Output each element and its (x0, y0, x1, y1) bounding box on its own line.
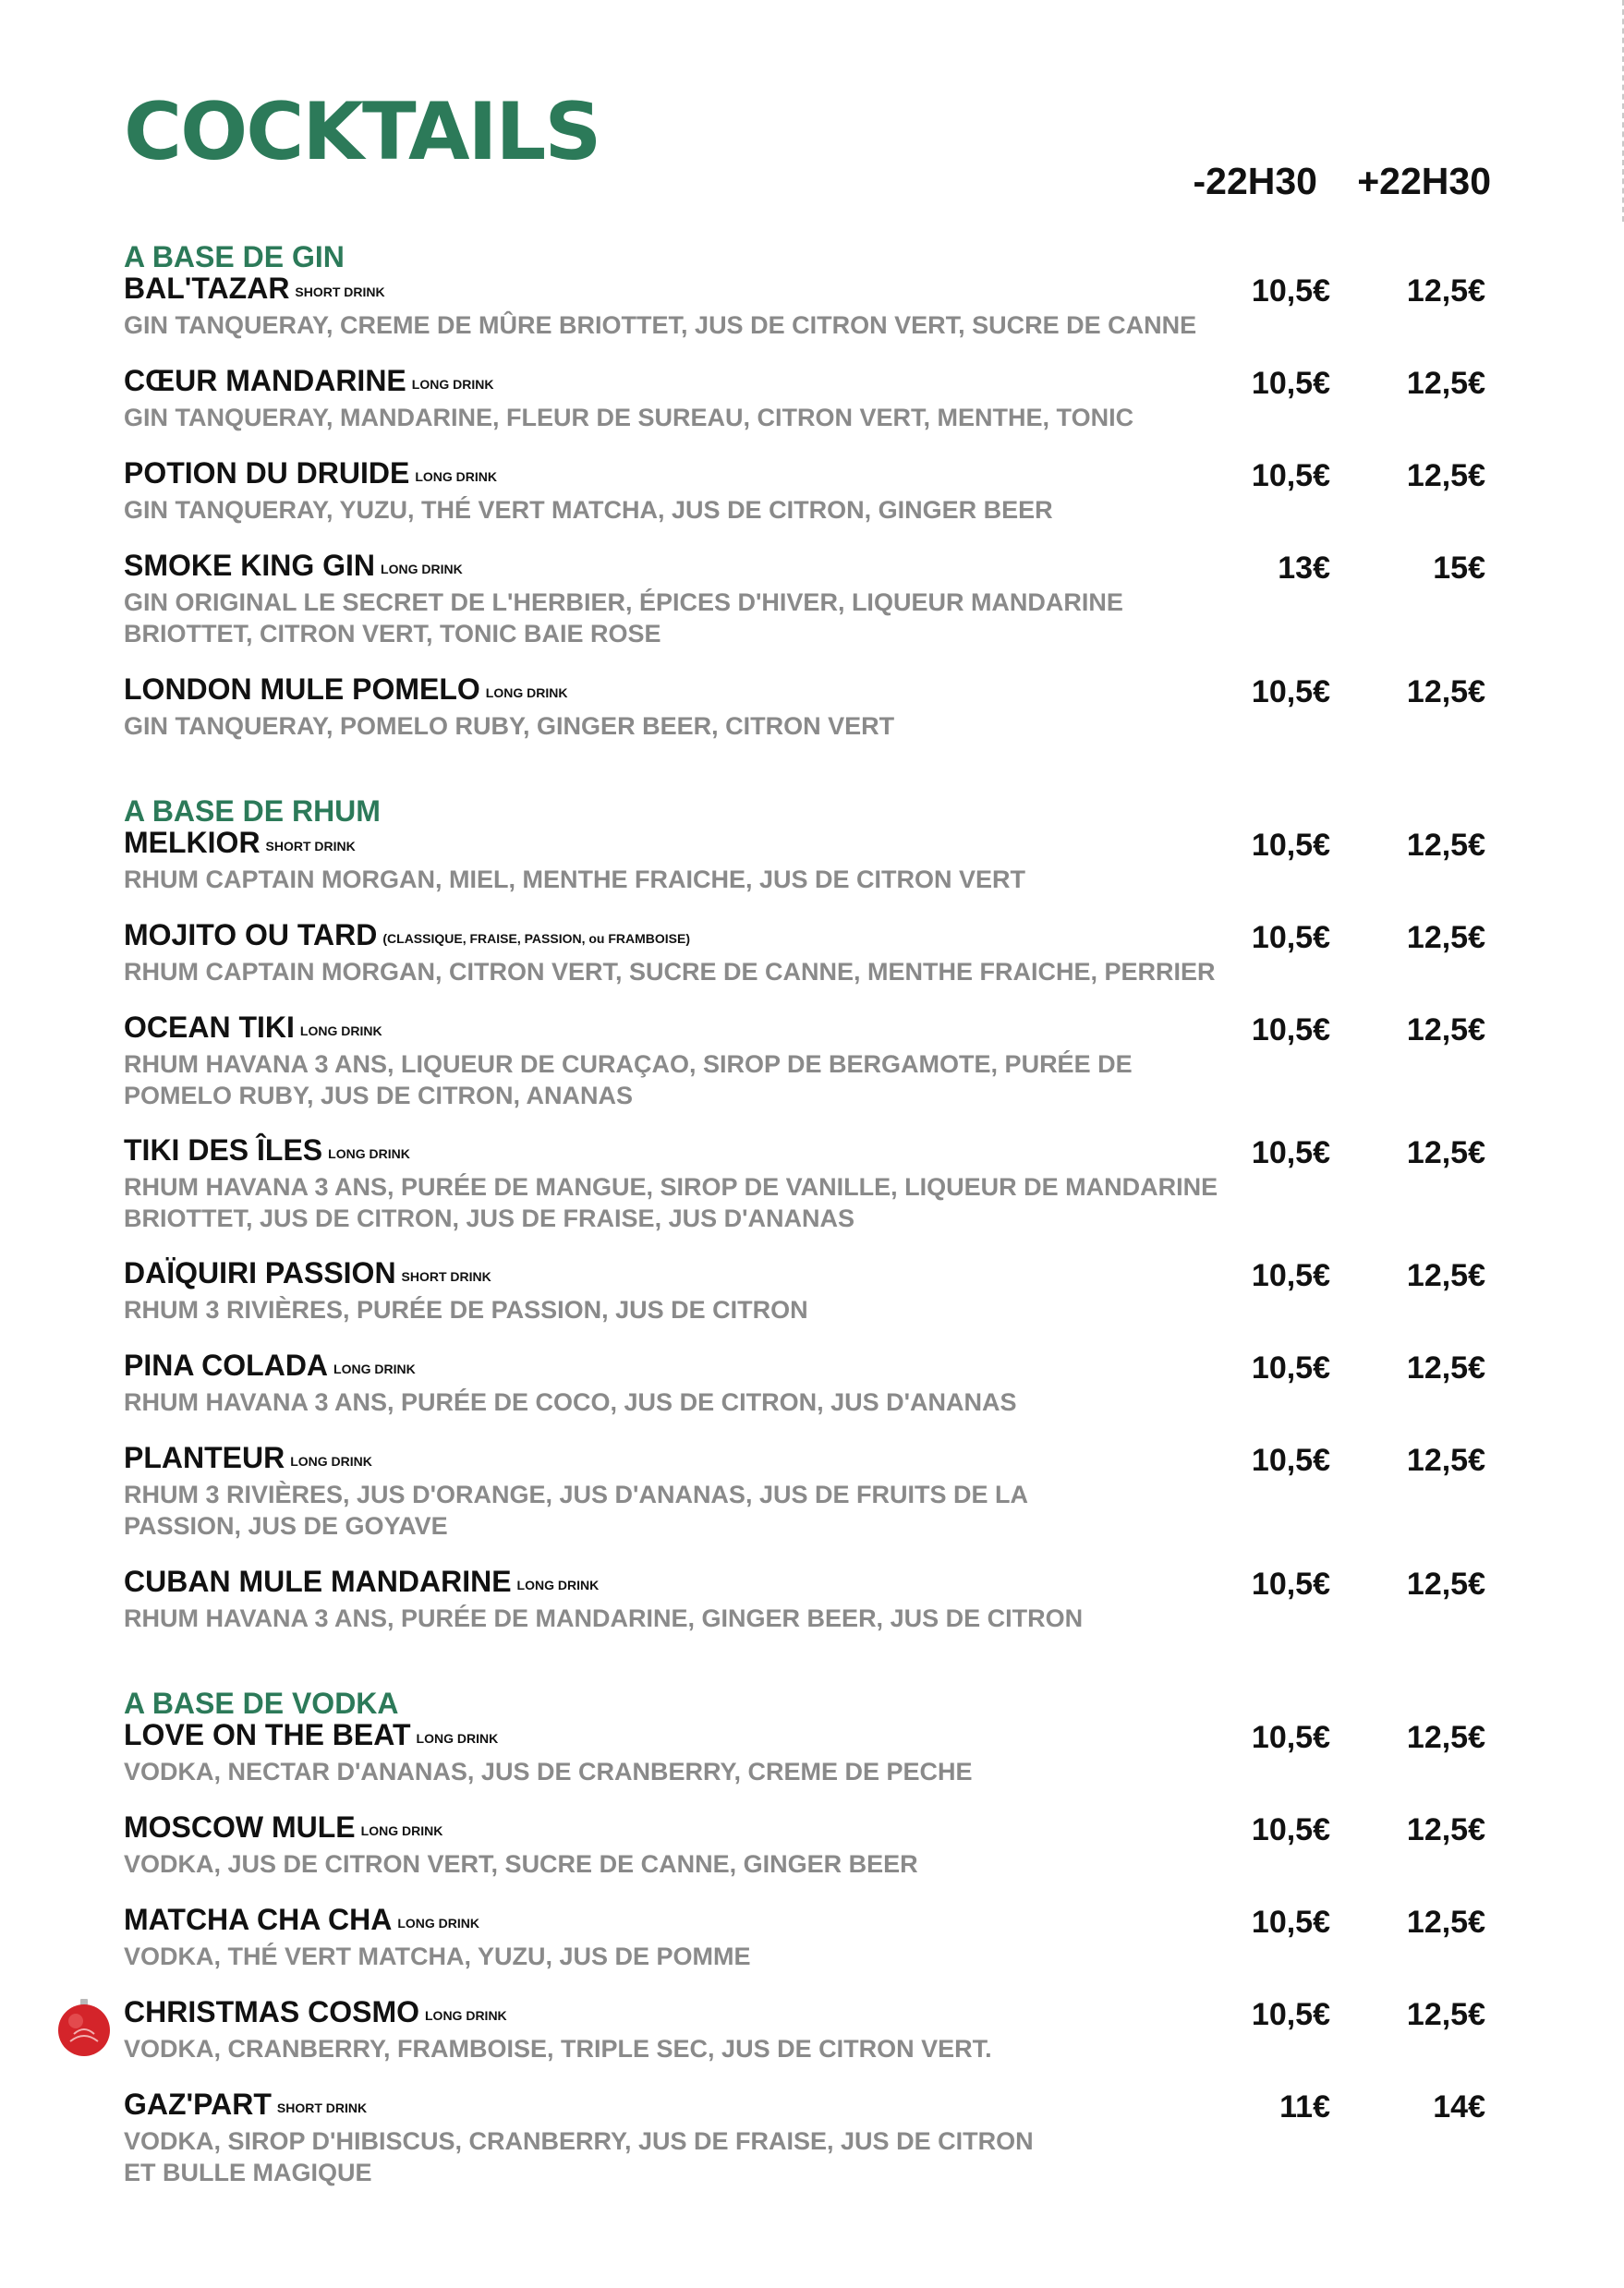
item-description: RHUM HAVANA 3 ANS, PURÉE DE MANDARINE, GINGER BEER, JUS DE CITRON (124, 1604, 1084, 1632)
menu-item (124, 2089, 1491, 2188)
price-before: 10,5€ (1251, 1443, 1330, 1478)
item-name: PINA COLADA (124, 1349, 329, 1382)
item-tag: SHORT DRINK (401, 1269, 491, 1284)
section-title-gin: A BASE DE GIN (124, 240, 345, 273)
menu-item (124, 273, 1491, 341)
price-after: 12,5€ (1406, 1443, 1485, 1478)
menu-item (124, 366, 1491, 433)
item-tag: LONG DRINK (333, 1362, 416, 1376)
price-after: 12,5€ (1406, 1720, 1485, 1755)
price-before: 10,5€ (1251, 1720, 1330, 1755)
price-before: 10,5€ (1251, 1258, 1330, 1293)
item-tag: LONG DRINK (299, 1023, 382, 1038)
menu-item (124, 1812, 1491, 1880)
price-before: 13€ (1278, 551, 1330, 586)
item-name: OCEAN TIKI (124, 1011, 295, 1044)
item-description: VODKA, THÉ VERT MATCHA, YUZU, JUS DE POMME (124, 1943, 751, 1970)
item-name: DAÏQUIRI PASSION (124, 1256, 396, 1289)
menu-item (124, 551, 1491, 649)
item-description: GIN TANQUERAY, POMELO RUBY, GINGER BEER, CITRON VERT (124, 712, 895, 740)
price-after: 12,5€ (1406, 1567, 1485, 1602)
item-name: MOJITO OU TARD (124, 918, 378, 951)
price-before: 10,5€ (1251, 458, 1330, 493)
menu-item (124, 1720, 1491, 1787)
price-before: 10,5€ (1251, 1905, 1330, 1940)
item-name: TIKI DES ÎLES (124, 1133, 323, 1167)
price-before: 10,5€ (1251, 1997, 1330, 2032)
price-before: 10,5€ (1251, 1350, 1330, 1386)
item-description: VODKA, NECTAR D'ANANAS, JUS DE CRANBERRY, CREME DE PECHE (124, 1758, 973, 1786)
price-after: 12,5€ (1406, 674, 1485, 709)
item-tag: LONG DRINK (415, 469, 498, 484)
christmas-bauble-icon (54, 1997, 115, 2058)
item-name: CUBAN MULE MANDARINE (124, 1565, 512, 1598)
item-description: VODKA, JUS DE CITRON VERT, SUCRE DE CANNE, GINGER BEER (124, 1850, 918, 1878)
item-tag: LONG DRINK (516, 1578, 600, 1592)
item-description: GIN TANQUERAY, YUZU, THÉ VERT MATCHA, JUS DE CITRON, GINGER BEER (124, 496, 1053, 524)
menu-item (124, 1905, 1491, 1972)
item-name: MATCHA CHA CHA (124, 1903, 393, 1936)
item-description: RHUM 3 RIVIÈRES, JUS D'ORANGE, JUS D'ANANAS, JUS DE FRUITS DE LA PASSION, JUS DE GOYAVE (124, 1481, 1027, 1540)
item-tag: SHORT DRINK (265, 839, 356, 853)
item-name: MOSCOW MULE (124, 1810, 356, 1844)
menu-item (124, 828, 1491, 895)
menu-item (124, 920, 1491, 987)
item-description: RHUM CAPTAIN MORGAN, MIEL, MENTHE FRAICHE, JUS DE CITRON VERT (124, 866, 1026, 893)
menu-item (124, 1443, 1491, 1542)
price-after: 12,5€ (1406, 828, 1485, 863)
price-after: 12,5€ (1406, 1997, 1485, 2032)
price-after: 12,5€ (1406, 1812, 1485, 1847)
item-name: CHRISTMAS COSMO (124, 1995, 419, 2028)
price-after: 12,5€ (1406, 1905, 1485, 1940)
item-name: LONDON MULE POMELO (124, 672, 480, 706)
item-tag: SHORT DRINK (295, 284, 385, 299)
item-name: GAZ'PART (124, 2088, 272, 2121)
item-name: CŒUR MANDARINE (124, 364, 406, 397)
price-before: 10,5€ (1251, 366, 1330, 401)
price-after: 12,5€ (1406, 1258, 1485, 1293)
menu-item (124, 1997, 1491, 2064)
price-after: 14€ (1433, 2089, 1485, 2125)
item-description: GIN TANQUERAY, CREME DE MÛRE BRIOTTET, JUS DE CITRON VERT, SUCRE DE CANNE (124, 311, 1197, 339)
price-before: 10,5€ (1251, 1135, 1330, 1170)
item-tag: LONG DRINK (425, 2008, 507, 2023)
section-title-rhum: A BASE DE RHUM (124, 794, 381, 828)
item-description: GIN ORIGINAL LE SECRET DE L'HERBIER, ÉPICES D'HIVER, LIQUEUR MANDARINE BRIOTTET, CITRON VERT, TONIC BAIE ROSE (124, 588, 1123, 648)
item-tag: LONG DRINK (290, 1454, 372, 1469)
price-before: 10,5€ (1251, 1012, 1330, 1047)
price-before: 10,5€ (1251, 674, 1330, 709)
price-before: 10,5€ (1251, 920, 1330, 955)
menu-item (124, 1135, 1491, 1234)
item-tag: SHORT DRINK (276, 2100, 368, 2115)
price-before: 10,5€ (1251, 1812, 1330, 1847)
page-title: COCKTAILS (124, 86, 600, 178)
item-description: RHUM HAVANA 3 ANS, PURÉE DE MANGUE, SIROP DE VANILLE, LIQUEUR DE MANDARINE BRIOTTET, JUS DE CITRON, JUS DE FRAISE, JUS D'ANANAS (124, 1173, 1218, 1232)
item-name: SMOKE KING GIN (124, 549, 376, 582)
item-tag: LONG DRINK (381, 562, 463, 576)
item-description: RHUM HAVANA 3 ANS, PURÉE DE COCO, JUS DE CITRON, JUS D'ANANAS (124, 1388, 1017, 1416)
price-after: 12,5€ (1406, 273, 1485, 309)
item-description: VODKA, CRANBERRY, FRAMBOISE, TRIPLE SEC, JUS DE CITRON VERT. (124, 2035, 992, 2063)
menu-item (124, 674, 1491, 742)
column-header-after-2230: +22H30 (1357, 160, 1491, 202)
item-tag: LONG DRINK (397, 1916, 479, 1931)
price-after: 12,5€ (1406, 920, 1485, 955)
menu-item (124, 1012, 1491, 1111)
price-after: 12,5€ (1406, 1012, 1485, 1047)
item-description: RHUM 3 RIVIÈRES, PURÉE DE PASSION, JUS DE CITRON (124, 1296, 808, 1324)
price-before: 10,5€ (1251, 1567, 1330, 1602)
item-description: GIN TANQUERAY, MANDARINE, FLEUR DE SUREAU, CITRON VERT, MENTHE, TONIC (124, 404, 1134, 431)
price-after: 12,5€ (1406, 1135, 1485, 1170)
item-description: RHUM HAVANA 3 ANS, LIQUEUR DE CURAÇAO, SIROP DE BERGAMOTE, PURÉE DE POMELO RUBY, JUS DE CITRON, ANANAS (124, 1050, 1133, 1109)
price-before: 10,5€ (1251, 828, 1330, 863)
item-name: MELKIOR (124, 826, 261, 859)
price-after: 12,5€ (1406, 366, 1485, 401)
price-before: 11€ (1279, 2089, 1330, 2125)
section-title-vodka: A BASE DE VODKA (124, 1687, 399, 1720)
menu-item (124, 458, 1491, 526)
item-tag: LONG DRINK (485, 685, 568, 700)
item-name: PLANTEUR (124, 1441, 285, 1474)
item-tag: LONG DRINK (328, 1146, 410, 1161)
column-header-before-2230: -22H30 (1193, 160, 1317, 202)
item-description: RHUM CAPTAIN MORGAN, CITRON VERT, SUCRE DE CANNE, MENTHE FRAICHE, PERRIER (124, 958, 1216, 986)
item-tag: LONG DRINK (411, 377, 494, 392)
item-tag: LONG DRINK (360, 1823, 443, 1838)
price-after: 12,5€ (1406, 1350, 1485, 1386)
item-name: POTION DU DRUIDE (124, 456, 410, 490)
menu-item (124, 1350, 1491, 1418)
item-name: BAL'TAZAR (124, 272, 290, 305)
menu-item (124, 1567, 1491, 1634)
menu-item (124, 1258, 1491, 1326)
item-description: VODKA, SIROP D'HIBISCUS, CRANBERRY, JUS DE FRAISE, JUS DE CITRON ET BULLE MAGIQUE (124, 2127, 1034, 2186)
item-tag: (CLASSIQUE, FRAISE, PASSION, ou FRAMBOISE) (382, 931, 691, 946)
price-after: 15€ (1433, 551, 1485, 586)
price-before: 10,5€ (1251, 273, 1330, 309)
item-tag: LONG DRINK (416, 1731, 499, 1746)
price-after: 12,5€ (1406, 458, 1485, 493)
item-name: LOVE ON THE BEAT (124, 1718, 411, 1751)
